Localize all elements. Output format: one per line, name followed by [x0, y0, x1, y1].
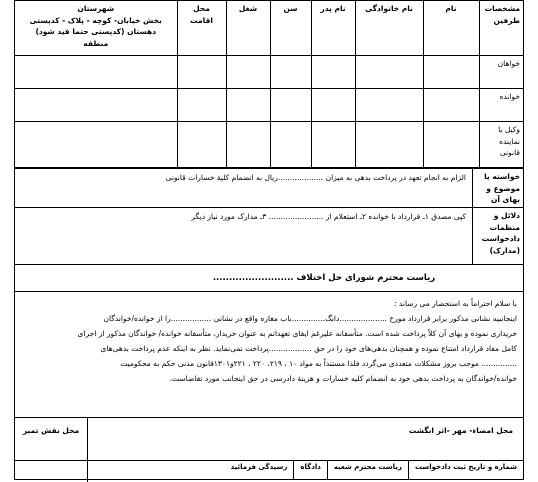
evidence-section: [15, 207, 523, 264]
body-line: با سلام احتراماً به استحضار می رساند :: [394, 299, 517, 308]
parties-table: [15, 1, 523, 168]
requester-first-name-cell[interactable]: [423, 56, 479, 89]
rep-father-cell[interactable]: [311, 122, 355, 168]
registration-strip: [15, 460, 523, 479]
court-label: دادگاه: [293, 461, 326, 479]
row-label-defendant: خوانده: [479, 89, 523, 122]
rep-last-name-cell[interactable]: [355, 122, 423, 168]
defendant-first-name-cell[interactable]: [423, 89, 479, 122]
header-residence: محل اقامت: [177, 1, 226, 56]
defendant-age-cell[interactable]: [270, 89, 311, 122]
defendant-address-cell[interactable]: [15, 89, 177, 122]
addressee-heading: ریاست محترم شورای حل اختلاف .........................: [15, 264, 523, 291]
address-line: بخش خیابان- کوچه - پلاک - کدپستی: [29, 15, 162, 25]
header-first-name: نام: [423, 1, 479, 56]
body-line: خریداری نموده و بهای آن کلاً پرداخت شده است. متأسفانه علیرغم ایفای تعهداتم به عنوان خریدار، متأسفانه خوانده/ خواندگان مذکور از اجرای: [77, 329, 517, 338]
body-line: اینجانبیه نشانی مذکور برابر قرارداد مورخ ....................دانگ..............باب مغازه واقع در نشانی .................را از خوانده/خواندگان: [103, 314, 517, 323]
rep-residence-cell[interactable]: [177, 122, 226, 168]
rep-first-name-cell[interactable]: [423, 122, 479, 168]
row-label-representative: وکیل یا نماینده قانونی: [479, 122, 523, 168]
request-section: [15, 168, 523, 207]
request-text[interactable]: الزام به انجام تعهد در پرداخت بدهی به میزان ...................ریال به انضمام کلیهٔ خسارات قانونی: [165, 173, 466, 182]
registration-number-label: شماره و تاریخ ثبت دادخواست: [408, 461, 523, 479]
row-label-requester: خواهان: [479, 56, 523, 89]
header-specs: مشخصات طرفین: [479, 1, 523, 56]
branch-head-label: ریاست محترم شعبه: [327, 461, 408, 479]
stamp-label: محل نقش تمبر: [22, 426, 80, 435]
defendant-father-cell[interactable]: [311, 89, 355, 122]
petition-form: [14, 0, 524, 480]
table-row: [15, 89, 523, 122]
requester-address-cell[interactable]: [15, 56, 177, 89]
request-label: خواسته یا موضوع و بهای آن: [472, 169, 523, 207]
header-father-name: نام پدر: [311, 1, 355, 56]
table-row: [15, 122, 523, 168]
address-line: دهستان (کدپستی حتما قید شود): [35, 27, 157, 37]
requester-residence-cell[interactable]: [177, 56, 226, 89]
rep-job-cell[interactable]: [226, 122, 270, 168]
rep-address-cell[interactable]: [15, 122, 177, 168]
requester-last-name-cell[interactable]: [355, 56, 423, 89]
defendant-residence-cell[interactable]: [177, 89, 226, 122]
address-line: شهرستان: [77, 4, 115, 13]
requester-father-cell[interactable]: [311, 56, 355, 89]
body-line: ............... موجب بروز مشکلات متعددی می‌گردد فلذا مستنداً به مواد ۱۰ ، ۲۱۹، ۲۲۰ ، ۲۲۱و۱۳۰۱قانون مدنی حکم به محکومیت: [120, 359, 517, 368]
body-line: کامل مفاد قرارداد امتناع نموده و همچنان بدهی‌های خود را در حق ..................پرداخت نمی‌نماید. نظر به اینکه عدم پرداخت بدهی‌های: [100, 344, 517, 353]
proceed-label: رسیدگی فرمائید: [230, 463, 288, 471]
table-header-row: [15, 1, 523, 56]
signature-label: محل امضاء- مهر -اثر انگشت: [408, 426, 513, 435]
table-row: [15, 56, 523, 89]
body-line: خوانده/خواندگان به پرداخت بدهی خود به انضمام کلیه خسارات و هزینهٔ دادرسی در حق اینجانب مورد تقاضاست.: [169, 374, 517, 383]
evidence-text[interactable]: کپی مصدق ۱ـ قرارداد با خوانده ۲ـ استعلام از ....................... ۳ـ مدارک مورد نیاز دیگر: [191, 212, 466, 221]
petition-body[interactable]: [15, 291, 523, 417]
address-line: منطقه: [83, 38, 109, 48]
header-last-name: نام خانوادگی: [355, 1, 423, 56]
defendant-job-cell[interactable]: [226, 89, 270, 122]
requester-age-cell[interactable]: [270, 56, 311, 89]
requester-job-cell[interactable]: [226, 56, 270, 89]
header-age: سن: [270, 1, 311, 56]
evidence-label: دلائل و منظمات دادخواست (مدارک): [472, 208, 523, 264]
header-address: [15, 1, 177, 56]
defendant-last-name-cell[interactable]: [355, 89, 423, 122]
header-job: شغل: [226, 1, 270, 56]
rep-age-cell[interactable]: [270, 122, 311, 168]
